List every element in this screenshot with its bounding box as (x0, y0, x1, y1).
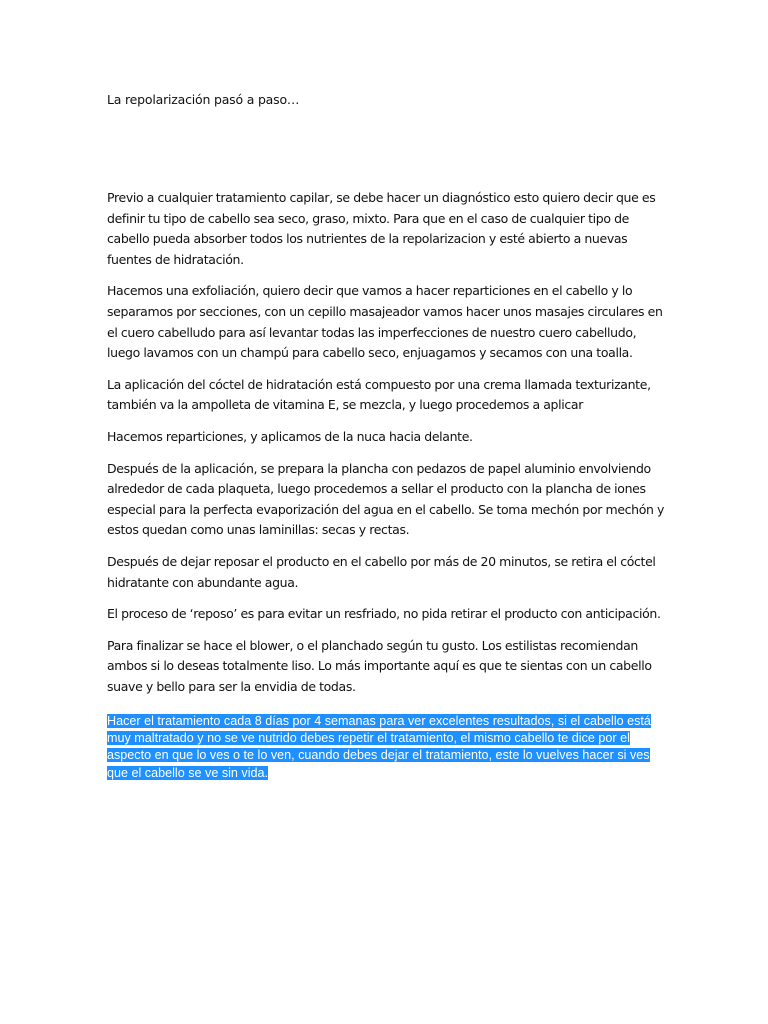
paragraph-rest: El proceso de ‘reposo’ es para evitar un resfriado, no pida retirar el producto con anticipación. (107, 606, 661, 622)
selected-paragraph[interactable] (107, 713, 652, 782)
text-selection-highlight[interactable]: Hacer el tratamiento cada 8 días por 4 semanas para ver excelentes resultados, si el cabello está muy maltratado y no se ve nutrido debes repetir el tratamiento, el mismo cabello te dice por el aspecto en que lo ves o te lo ven, cuando debes dejar el tratamiento, este lo vuelves hacer si ves que el cabello se ve sin vida. (107, 714, 651, 780)
paragraph-diagnosis: Previo a cualquier tratamiento capilar, se debe hacer un diagnóstico esto quiero decir que es definir tu tipo de cabello sea seco, graso, mixto. Para que en el caso de cualquier tipo de cabello pueda absorber todos los nutrientes de la repolarizacion y esté abierto a nuevas fuentes de hidratación. (107, 190, 656, 267)
paragraph-iron: Después de la aplicación, se prepara la plancha con pedazos de papel aluminio envolviendo alrededor de cada plaqueta, luego procedemos a sellar el producto con la plancha de iones especial para la perfecta evaporización del agua en el cabello. Se toma mechón por mechón y estos quedan como unas laminillas: secas y rectas. (107, 460, 665, 538)
selected-text-block[interactable] (107, 713, 655, 782)
document-title: La repolarización pasó a paso… (107, 92, 300, 107)
paragraph-sections: Hacemos reparticiones, y aplicamos de la nuca hacia delante. (107, 428, 473, 444)
paragraph-cocktail: La aplicación del cóctel de hidratación está compuesto por una crema llamada texturizante, también va la ampolleta de vitamina E, se mezcla, y luego procedemos a aplicar (107, 376, 651, 413)
document-body (107, 188, 667, 708)
paragraph-exfoliation: Hacemos una exfoliación, quiero decir que vamos a hacer reparticiones en el cabello y lo separamos por secciones, con un cepillo masajeador vamos hacer unos masajes circulares en el cuero cabelludo para así levantar todas las imperfecciones de nuestro cuero cabelludo, luego lavamos con un champú para cabello seco, enjuagamos y secamos con una toalla. (107, 283, 663, 361)
paragraph-rinse: Después de dejar reposar el producto en el cabello por más de 20 minutos, se retira el cóctel hidratante con abundante agua. (107, 553, 656, 590)
paragraph-finish: Para finalizar se hace el blower, o el planchado según tu gusto. Los estilistas recomiendan ambos si lo deseas totalmente liso. Lo más importante aquí es que te sientas con un cabello suave y bello para ser la envidia de todas. (107, 637, 652, 694)
